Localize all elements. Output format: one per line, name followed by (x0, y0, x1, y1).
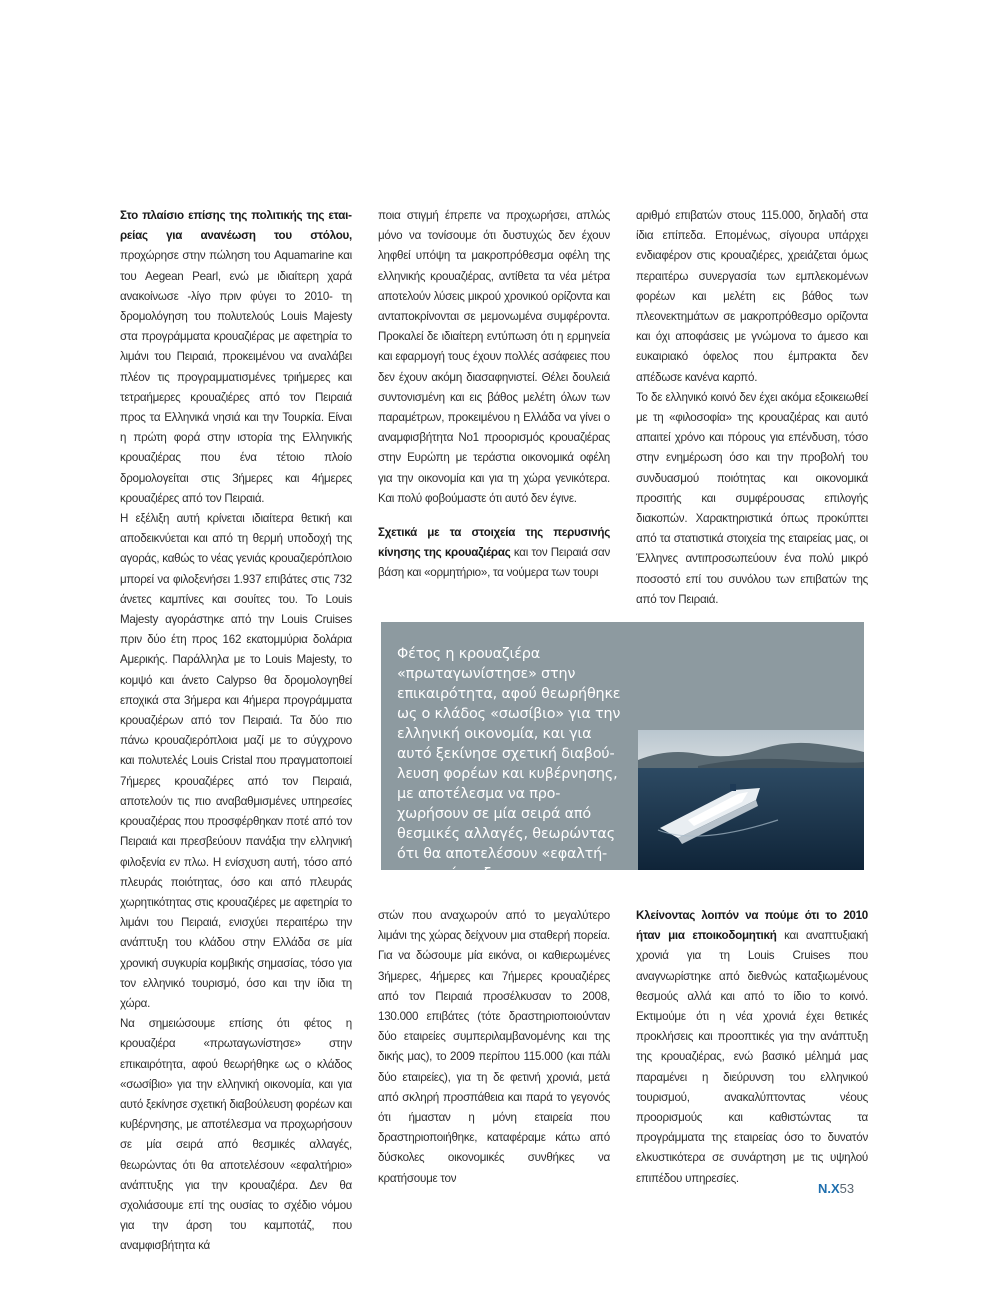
pull-quote: Φέτος η κρουαζιέρα «πρωταγωνίστησε» στην επικαιρότητα, αφού θεωρήθηκε ως ο κλάδος «σωσίβιο» για την ελληνική οικονομία, και για αυτό ξεκίνησε σχετική διαβούλευση φορέων και κυβέρνησης, με αποτέλεσμα να προχωρήσουν σε μία σειρά από θεσμικές αλλαγές, θεωρώντας ότι θα αποτελέσουν «εφαλτήριο» ανάπτυξης για την κρουαζιέρα. (397, 646, 621, 902)
paragraph (636, 906, 868, 1189)
lead-in-bold: Σχετικά με τα στοιχεία της περυσινής κίνησης της κρουαζιέρας (378, 526, 610, 560)
article-column-2-continued (378, 906, 610, 1189)
cruise-ship-image (638, 730, 864, 870)
article-column-1 (120, 206, 352, 1257)
paragraph-text: προχώρησε στην πώληση του Aquamarine και του Aegean Pearl, ενώ με ιδιαίτερη χαρά ανακοίνωσε -λίγο πριν φύγει το 2010- τη δρομολόγηση του πολυτελούς Louis Majesty στα προγράμματα κρουαζιέρας με αφετηρία το λιμάνι του Πειραιά, προκειμένου να αναλάβει πλέον τις προγραμματισμένες τριήμερες και τετραήμερες κρουαζιέρες από τον Πειραιά προς τα Ελληνικά νησιά και την Τουρκία. Είναι η πρώτη φορά στην ιστορία της Ελληνικής κρουαζιέρας που ένα τέτοιο πλοίο δρομολογείται στις 3ήμερες και 4ήμερες κρουαζιέρες από τον Πειραιά. (120, 249, 352, 505)
lead-in-bold: Κλείνοντας λοιπόν να πούμε ότι το 2010 ήταν μια εποικοδομητική (636, 909, 868, 943)
article-column-2 (378, 206, 610, 584)
magazine-initials: N.X (818, 1181, 840, 1196)
paragraph: στών που αναχωρούν από το μεγαλύτερο λιμάνι της χώρας δείχνουν μια σταθερή πορεία. Για να δώσουμε μία εικόνα, οι καθιερωμένες 3ήμερες, 4ήμερες και 7ήμερες κρουαζιέρες από τον Πειραιά προσέλκυσαν το 2008, 130.000 επιβάτες (τότε δραστηριοποιούνταν δύο εταιρείες συμπεριλαμβανομένης και της δικής μας), το 2009 περίπου 115.000 (και πάλι δύο εταιρείες), για τη δε φετινή χρονιά, μετά από σκληρή προσπάθεια και παρά το γεγονός ότι ήμασταν η μόνη εταιρεία που δραστηριοποιήθηκε, καταφέραμε κάτω από δύσκολες οικονομικές συνθήκες να κρατήσουμε τον (378, 909, 610, 1185)
page-number-value: 53 (839, 1181, 855, 1196)
paragraph: Το δε ελληνικό κοινό δεν έχει ακόμα εξοικειωθεί με τη «φιλοσοφία» της κρουαζιέρας και αυτό απαιτεί χρόνο και πόρους για επένδυση, τόσο στην ενημέρωση όσο και την προβολή του συνδυασμού ποιότητας και οικονομικά προσιτής και συμφέρουσας επιλογής διακοπών. Χαρακτηριστικά όπως προκύπτει από τα στατιστικά στοιχεία της εταιρείας μας, οι Έλληνες αντιπροσωπεύουν ένα πολύ μικρό ποσοστό επί του συνόλου των επιβατών της από τον Πειραιά. (636, 390, 868, 606)
paragraph: Η εξέλιξη αυτή κρίνεται ιδιαίτερα θετική και αποδεικνύεται και από τη θερμή υποδοχή της αγοράς, καθώς το νέας γενιάς κρουαζιερόπλοιο μπορεί να φιλοξενήσει 1.937 επιβάτες στις 732 άνετες καμπίνες και σουίτες του. Το Louis Majesty αγοράστηκε από την Louis Cruises πριν δύο έτη προς 162 εκατομμύρια δολάρια Αμερικής. Παράλληλα με το Louis Majesty, το κομψό και άνετο Calypso θα δρομολογηθεί εποχικά στα 3ήμερα και 4ήμερα προγράμματα κρουαζιέρων από τον Πειραιά. Τα δύο πιο πάνω κρουαζιερόπλοια μαζί με το σύγχρονο και πολυτελές Louis Cristal που πραγματοποιεί 7ήμερες κρουαζιέρες από τον Πειραιά, αποτελούν τις πιο αναβαθμισμένες υπηρεσίες κρουαζιέρας που προσφέρθηκαν ποτέ από τον Πειραιά και πρεσβεύουν πανάξια την ελληνική φιλοξενία εν πλω. Η ενίσχυση αυτή, τόσο από πλευράς ποιότητας, όσο και από πλευράς χωρητικότητας στις κρουαζιέρες με αφετηρία το λιμάνι του Πειραιά, ενισχύει περαιτέρω την ανάπτυξη του κλάδου στην Ελλάδα σε μία χρονική συγκυρία κομβικής σημασίας, τόσο για τον ελληνικό τουρισμό, όσο και την ίδια τη χώρα. (120, 512, 352, 1010)
article-column-3-continued (636, 906, 868, 1189)
paragraph (120, 206, 352, 509)
lead-in-bold: Στο πλαίσιο επίσης της πολιτικής της εταιρείας για ανανέωση του στόλου, (120, 209, 352, 243)
paragraph: αριθμό επιβατών στους 115.000, δηλαδή στα ίδια επίπεδα. Επομένως, σίγουρα υπάρχει ενδιαφέρον στις κρουαζιέρες, χρειάζεται όμως περαιτέρω συνεργασία των εμπλεκομένων φορέων και μελέτη εις βάθος των πλεονεκτημάτων σε μακροπρόθεσμο ορίζοντα και όχι αποφάσεις με γνώμονα το άμεσο και ευκαιριακό όφελος που έμπρακτα δεν απέδωσε κανένα καρπό. (636, 209, 868, 384)
cruise-ship-photo (638, 730, 864, 870)
paragraph-text: και τον Πειραιά σαν βάση και «ορμητήριο», τα νούμερα των τουρι (378, 546, 610, 580)
paragraph (378, 523, 610, 584)
paragraph: ποια στιγμή έπρεπε να προχωρήσει, απλώς μόνο να τονίσουμε ότι δυστυχώς δεν έχουν ληφθεί υπόψη τα μακροπρόθεσμα οφέλη της ελληνικής κρουαζιέρας, αντίθετα τα νέα μέτρα αποτελούν λύσεις μικρού χρονικού ορίζοντα και ανταποκρίνονται σε μεμονωμένα συμφέροντα. Προκαλεί δε ιδιαίτερη εντύπωση ότι η ερμηνεία και εφαρμογή τους έχουν πολλές ασάφειες που δεν έχουν ακόμη διασαφηνιστεί. Θέλει δουλειά συντονισμένη και εις βάθος μελέτη όλων των παραμέτρων, προκειμένου η Ελλάδα να γίνει ο αναμφισβήτητα Νο1 προορισμός κρουαζιέρας στην Ευρώπη με τεράστια οικονομικά οφέλη για την οικονομία και για τη χώρα γενικότερα. Και πολύ φοβούμαστε ότι αυτό δεν έγινε. (378, 209, 610, 505)
page-number (818, 1181, 854, 1196)
article-column-3 (636, 206, 868, 610)
paragraph-text: και αναπτυξιακή χρονιά για τη Louis Cruises που αναγνωρίστηκε από διεθνώς καταξιωμένους θεσμούς αλλά και από το ίδιο το κοινό. Εκτιμούμε ότι η νέα χρονιά έχει θετικές προκλήσεις και προοπτικές για την ανάπτυξη της κρουαζιέρας, ενώ βασικό μέλημά μας παραμένει η διεύρυνση του ελληνικού τουρισμού, ανακαλύπτοντας νέους προορισμούς και καθιστώντας τα προγράμματα της εταιρείας όσο το δυνατόν ελκυστικότερα σε συνάρτηση με τις υψηλού επιπέδου υπηρεσίες. (636, 929, 868, 1185)
paragraph: Να σημειώσουμε επίσης ότι φέτος η κρουαζιέρα «πρωταγωνίστησε» στην επικαιρότητα, αφού θεωρήθηκε ως ο κλάδος «σωσίβιο» για την ελληνική οικονομία, και για αυτό ξεκίνησε σχετική διαβούλευση φορέων και κυβέρνησης, με αποτέλεσμα να προχωρήσουν σε μία σειρά από θεσμικές αλλαγές, θεωρώντας ότι θα αποτελέσουν «εφαλτήριο» ανάπτυξης για την κρουαζιέρα. Δεν θα σχολιάσουμε επί της ουσίας το σχέδιο νόμου για την άρση του καμποτάζ, που αναμφισβήτητα κά (120, 1017, 352, 1253)
